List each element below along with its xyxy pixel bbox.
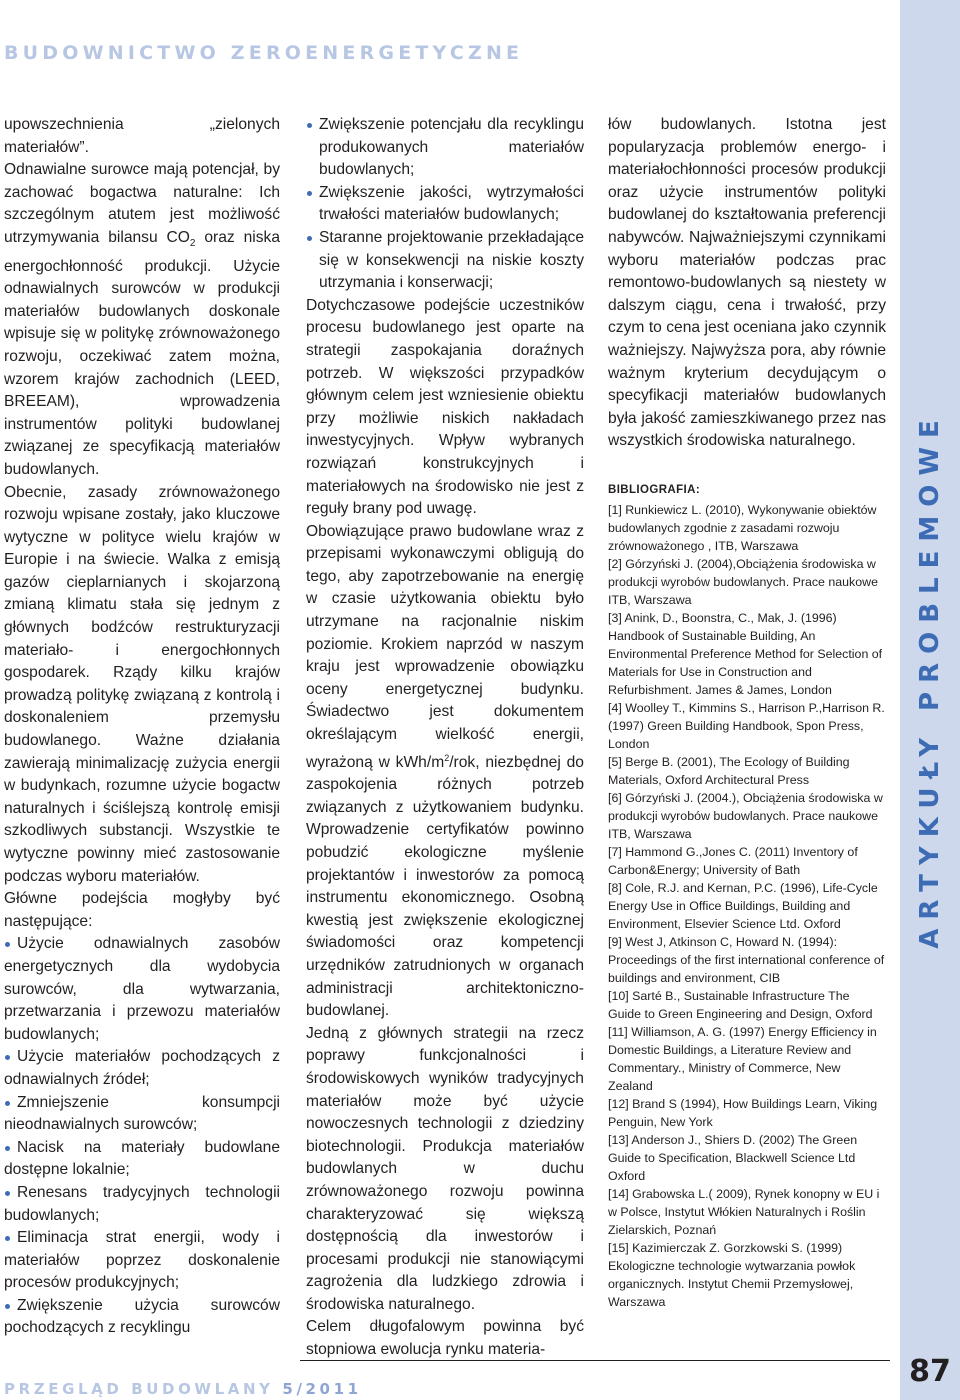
list-item: Użycie materiałów pochodzących z odnawialnych źródeł; xyxy=(4,1046,280,1091)
footer-divider xyxy=(300,1360,890,1361)
list-item: Zwiększenie jakości, wytrzymałości trwałości materiałów budowlanych; xyxy=(306,182,584,227)
footer-journal-title xyxy=(4,1380,362,1398)
list-item: Użycie odnawialnych zasobów energetycznych dla wydobycia surowców, dla wytwarzania, przetwarzania i przewozu materiałów budowlanych; xyxy=(4,933,280,1046)
section-header-title: BUDOWNICTWO ZEROENERGETYCZNE xyxy=(4,42,524,64)
reference-item: [13] Anderson J., Shiers D. (2002) The Green Guide to Specification, Blackwell Science Ltd Oxford xyxy=(608,1132,858,1183)
list-item: Zwiększenie potencjału dla recyklingu produkowanych materiałów budowlanych; xyxy=(306,114,584,182)
reference-item: [12] Brand S (1994), How Buildings Learn, Viking Penguin, New York xyxy=(608,1096,878,1129)
reference-item: [6] Górzyński J. (2004.), Obciążenia środowiska w produkcji wyrobów budowlanych. Prace naukowe ITB, Warszawa xyxy=(608,790,883,841)
reference-item: [9] West J, Atkinson C, Howard N. (1994): Proceedings of the first international conference of buildings and environment, CIB xyxy=(608,934,885,985)
paragraph: upowszechnienia „zielonych materiałów”. xyxy=(4,116,280,156)
text-column-1 xyxy=(4,114,280,1340)
reference-item: [11] Williamson, A. G. (1997) Energy Efficiency in Domestic Buildings, a Literature Review and Commentary., Ministry of Commerce, New Zealand xyxy=(608,1024,877,1093)
superscript: 2 xyxy=(444,752,450,763)
issue-number: 5/2011 xyxy=(282,1380,362,1398)
text-column-3 xyxy=(608,114,886,1311)
bibliography-list xyxy=(608,501,886,1311)
list-item: Renesans tradycyjnych technologii budowlanych; xyxy=(4,1182,280,1227)
reference-item: [15] Kazimierczak Z. Gorzkowski S. (1999) Ekologiczne technologie wytwarzania powłok organicznych. Instytut Chemii Przemysłowej, Warszawa xyxy=(608,1240,856,1309)
bullet-list xyxy=(306,114,584,295)
paragraph: Jedną z głównych strategii na rzecz poprawy funkcjonalności i środowiskowych wyników tradycyjnych materiałów może być użycie nowoczesnych technologii z dziedziny biotechnologii. Produkcja materiałów budowlanych w duchu zrównoważonego rozwoju powinna charakteryzować się większą dostępnością dla inwestorów i procesami produkcji nie stanowiącymi zagrożenia dla ludzkiego zdrowia i środowiska naturalnego. xyxy=(306,1024,584,1313)
paragraph: Główne podejścia mogłyby być następujące: xyxy=(4,890,280,930)
reference-item: [5] Berge B. (2001), The Ecology of Building Materials, Oxford Architectural Press xyxy=(608,754,850,787)
list-item: Nacisk na materiały budowlane dostępne lokalnie; xyxy=(4,1137,280,1182)
paragraph: Dotychczasowe podejście uczestników procesu budowlanego jest oparte na strategii zaspokajania doraźnych potrzeb. W większości przypadków głównym celem jest wzniesienie obiektu przy możliwie niskich nakładach inwestycyjnych. Wpływ wybranych rozwiązań konstrukcyjnych i materiałowych na środowisko nie jest z reguły brany pod uwagę. xyxy=(306,296,584,518)
reference-item: [4] Woolley T., Kimmins S., Harrison P.,Harrison R. (1997) Green Building Handbook, Spon Press, London xyxy=(608,700,885,751)
paragraph: Obowiązujące prawo budowlane wraz z przepisami wykonawczymi obligują do tego, aby zapotrzebowanie na energię w czasie użytkowania obiektu było utrzymane na racjonalnie niskim poziomie. Krokiem naprzód w naszym kraju jest wprowadzenie obowiązku oceny energetycznej budynku. Świadectwo jest dokumentem określającym wielkość energii, wyrażoną w kWh/$m^2$/rok, niezbędnej do zaspokojenia różnych potrzeb związanych z użytkowaniem budynku. Wprowadzenie certyfikatów powinno pobudzić ekologiczne myślenie projektantów i inwestorów za pomocą instrumentu ekonomicznego. Osobną kwestią jest zwiększenie ekologicznej świadomości oraz kompetencji urzędników zatrudnionych w organach administracji architektoniczno-budowlanej. xyxy=(306,522,584,1020)
paragraph: Celem długofalowym powinna być stopniowa ewolucja rynku materia- xyxy=(306,1318,584,1359)
reference-item: [1] Runkiewicz L. (2010), Wykonywanie obiektów budowlanych zgodnie z zasadami rozwoju zrównoważonego , ITB, Warszawa xyxy=(608,502,877,553)
list-item: Zmniejszenie konsumpcji nieodnawialnych surowców; xyxy=(4,1092,280,1137)
paragraph: łów budowlanych. Istotna jest popularyzacja problemów energo- i materiałochłonności procesów produkcji oraz użycie instrumentów polityki budowlanej do kształtowania preferencji nabywców. Najważniejszymi czynnikami wyboru materiałów podczas prac remontowo-budowlanych są niestety w dalszym ciągu, cena i trwałość, przy czym to cena jest oceniana jako czynnik ważniejszy. Najwyższa pora, aby równie ważnym kryterium decydującym o specyfikacji materiałów budowlanych była jakość zamieszkiwanego przez nas wszystkich środowiska naturalnego. xyxy=(608,116,886,450)
text-column-2 xyxy=(306,114,584,1362)
list-item: Eliminacja strat energii, wody i materiałów poprzez doskonalenie procesów produkcyjnych; xyxy=(4,1227,280,1295)
reference-item: [2] Górzyński J. (2004),Obciążenia środowiska w produkcji wyrobów budowlanych. Prace naukowe ITB, Warszawa xyxy=(608,556,878,607)
side-section-label: ARTYKUŁY PROBLEMOWE xyxy=(915,411,945,949)
reference-item: [10] Sarté B., Sustainable Infrastructure The Guide to Green Engineering and Design, Oxford xyxy=(608,988,873,1021)
reference-item: [7] Hammond G.,Jones C. (2011) Inventory of Carbon&Energy; University of Bath xyxy=(608,844,858,877)
reference-item: [14] Grabowska L.( 2009), Rynek konopny w EU i w Polsce, Instytut Włókien Naturalnych i Roślin Zielarskich, Poznań xyxy=(608,1186,880,1237)
reference-item: [8] Cole, R.J. and Kernan, P.C. (1996), Life-Cycle Energy Use in Office Buildings, Building and Environment, Elsevier Science Ltd. Oxford xyxy=(608,880,878,931)
list-item: Zwiększenie użycia surowców pochodzących z recyklingu xyxy=(4,1295,280,1340)
page-number: 87 xyxy=(909,1354,951,1389)
list-item: Staranne projektowanie przekładające się w konsekwencji na niskie koszty utrzymania i konserwacji; xyxy=(306,227,584,295)
paragraph: Odnawialne surowce mają potencjał, by zachować bogactwa naturalne: Ich szczególnym atutem jest możliwość utrzymywania bilansu $CO_2$ oraz niska energochłonność produkcji. Użycie odnawialnych surowców w produkcji materiałów budowlanych doskonale wpisuje się w politykę zrównoważonego rozwoju, oczekiwać zatem można, wzorem krajów zachodnich (LEED, BREEAM), wprowadzenia instrumentów polityki budowlanej związanej ze specyfikacją materiałów budowlanych. xyxy=(4,161,281,478)
reference-item: [3] Anink, D., Boonstra, C., Mak, J. (1996) Handbook of Sustainable Building, An Environmental Preference Method for Selection of Materials for Use in Construction and Refurbishment. James & James, London xyxy=(608,610,883,697)
bullet-list xyxy=(4,933,280,1340)
subscript: 2 xyxy=(189,237,196,249)
journal-name: PRZEGLĄD BUDOWLANY xyxy=(4,1380,274,1398)
paragraph: Obecnie, zasady zrównoważonego rozwoju wpisane zostały, jako kluczowe wytyczne w polityce wielu krajów w Europie i na świecie. Walka z emisją gazów cieplarnianych i skojarzoną zmianą klimatu stała się jednym z głównych bodźców restrukturyzacji materiało- i energochłonnych gospodarek. Rządy kilku krajów prowadzą politykę związaną z kontrolą i doskonaleniem przemysłu budowlanego. Ważne działania zawierają minimalizację zużycia energii w budynkach, rozumne użycie bogactw naturalnych i ściślejszą kontrolę emisji szkodliwych substancji. Wszystkie te wytyczne powinny mieć zastosowanie podczas wyboru materiałów. xyxy=(4,483,280,885)
bibliography-heading: BIBLIOGRAFIA: xyxy=(608,483,701,496)
